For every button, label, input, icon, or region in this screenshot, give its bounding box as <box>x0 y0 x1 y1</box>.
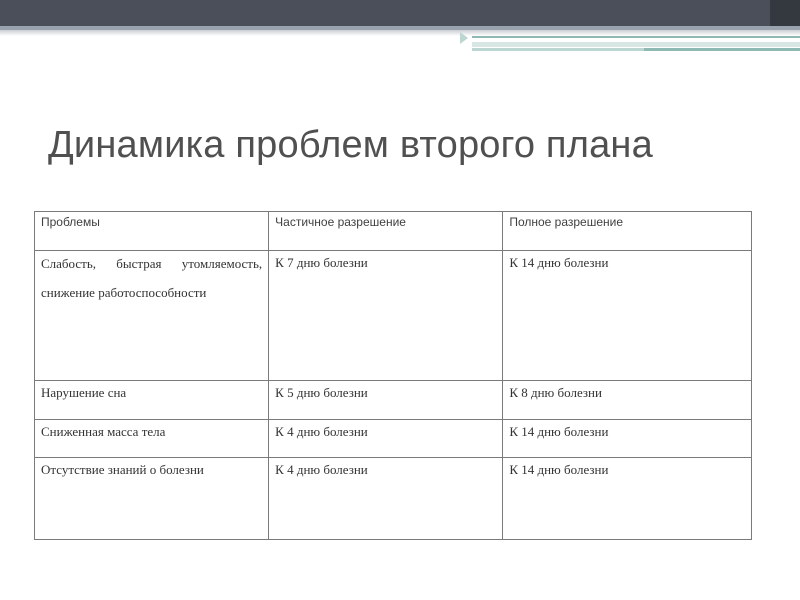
header-full-resolution: Полное разрешение <box>503 212 752 251</box>
table-row <box>35 458 752 540</box>
table-cell-full: К 8 дню болезни <box>503 381 752 420</box>
table-cell-problem: Сниженная масса тела <box>35 420 269 458</box>
table-cell-full: К 14 дню болезни <box>503 420 752 458</box>
accent-line <box>472 36 800 38</box>
accent-line <box>472 42 800 47</box>
slide-title: Динамика проблем второго плана <box>48 124 653 166</box>
table-cell-partial: К 5 дню болезни <box>269 381 503 420</box>
table-row <box>35 420 752 458</box>
table-header-row <box>35 212 752 251</box>
table-cell-problem: Нарушение сна <box>35 381 269 420</box>
table-cell-partial: К 4 дню болезни <box>269 420 503 458</box>
top-band <box>0 0 800 26</box>
table-cell-partial: К 4 дню болезни <box>269 458 503 540</box>
table-cell-problem <box>35 251 269 381</box>
header-problems: Проблемы <box>35 212 269 251</box>
table-cell-full: К 14 дню болезни <box>503 458 752 540</box>
table-cell-partial: К 7 дню болезни <box>269 251 503 381</box>
header-partial-resolution: Частичное разрешение <box>269 212 503 251</box>
problem-text: Слабость, быстрая утомляемость, снижение работоспособности <box>41 256 263 300</box>
table-row <box>35 381 752 420</box>
top-band-corner <box>770 0 800 26</box>
accent-arrow-icon <box>460 32 468 44</box>
table-cell-full: К 14 дню болезни <box>503 251 752 381</box>
accent-line <box>472 48 644 51</box>
table-cell-problem: Отсутствие знаний о болезни <box>35 458 269 540</box>
problems-table <box>34 211 752 540</box>
accent-line <box>644 48 800 51</box>
table-row <box>35 251 752 381</box>
